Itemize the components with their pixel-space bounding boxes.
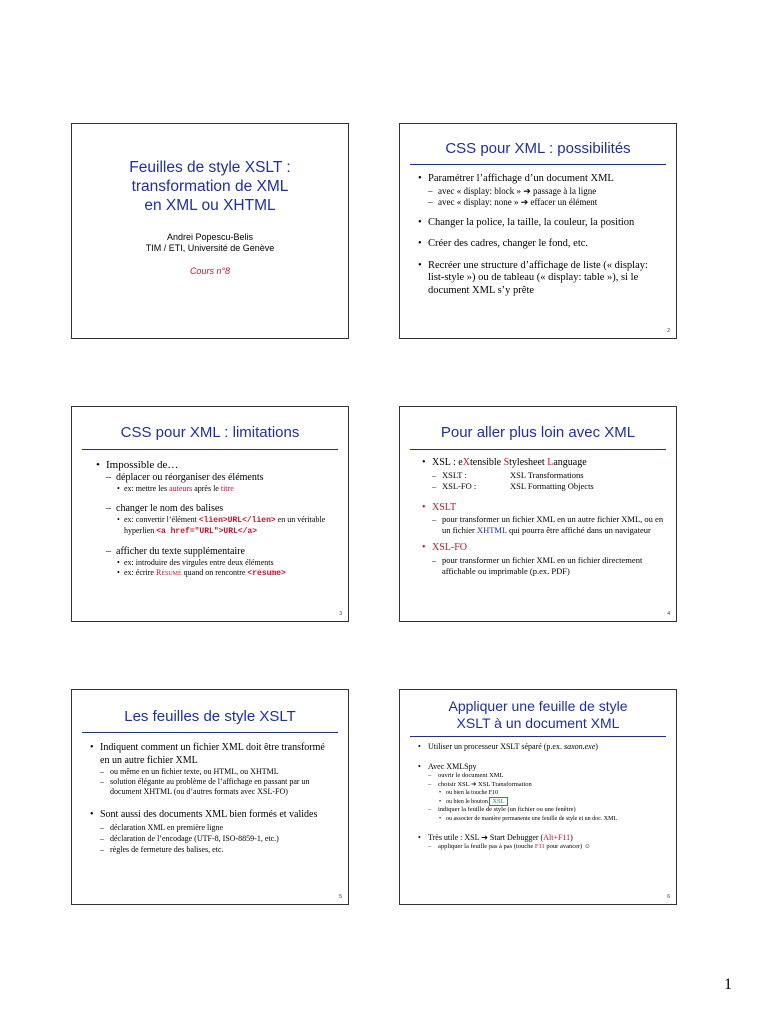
sub-bullet: – indiquer la feuille de style (un fichier ou une fenêtre) (418, 806, 668, 815)
text: qui pourra être affiché dans un navigateur (506, 525, 651, 535)
sub-bullet: – choisir XSL ➔ XSL Transformation (418, 781, 668, 790)
bullet: • Recréer une structure d’affichage de liste (« display: list-style ») ou de tableau (« display: table »), si le document XML s’y prête (418, 260, 662, 298)
slide-4 (399, 406, 677, 622)
sub-bullet: – avec « display: none » ➔ effacer un élément (418, 197, 662, 208)
sub-sub-bullet: • ou bien la touche F10 (418, 789, 668, 797)
title-rule (82, 449, 338, 450)
sub-bullet (418, 843, 668, 852)
text: Utiliser un processeur XSLT séparé (p.ex. (428, 742, 564, 751)
affiliation: TIM / ETI, Université de Genève (145, 243, 275, 253)
slide-3 (71, 406, 349, 622)
text: ex: écrire (124, 567, 156, 577)
sub-sub-bullet (96, 568, 338, 579)
title-line: en XML ou XHTML (144, 197, 276, 214)
slide-5-title: Les feuilles de style XSLT (124, 708, 296, 725)
xsl-button-icon: XSL (489, 797, 507, 806)
sub-bullet: – règles de fermeture des balises, etc. (90, 844, 336, 855)
text-red: F11 (534, 842, 545, 850)
text: XSL : e (432, 457, 463, 468)
title-line: XSLT à un document XML (456, 715, 620, 731)
code: <resume> (247, 568, 286, 578)
sub-bullet: – solution élégante au problème de l’affichage en passant par un document XHTML (ou d’autres formats avec XSL-FO) (90, 777, 336, 797)
value: XSL Formatting Objects (510, 480, 594, 491)
sub-bullet: – ou même en un fichier texte, ou HTML, ou XHTML (90, 767, 336, 777)
text: anguage (553, 457, 587, 468)
sub-bullet: – déclaration XML en première ligne (90, 822, 336, 833)
title-rule (410, 736, 666, 737)
bullet: • Indiquent comment un fichier XML doit être transformé en un autre fichier XML (90, 742, 336, 767)
text: tensible (469, 457, 504, 468)
slide-6 (399, 689, 677, 905)
slide-1 (71, 123, 349, 339)
sub-bullet: – déplacer ou réorganiser des éléments (96, 472, 338, 484)
label: XSLT : (442, 469, 467, 480)
slide-number: 6 (667, 894, 670, 900)
text: ex: convertir l’élément (124, 515, 199, 524)
sub-sub-bullet: • ou associer de manière permanente une feuille de style et un doc. XML (418, 815, 668, 823)
slide-number: 3 (339, 611, 342, 617)
text: Très utile : XSL ➔ Start Debugger ( (428, 832, 544, 842)
text-blue: XHTML (476, 525, 507, 535)
text-italic: saxon.exe (563, 742, 596, 751)
text: pour transformer un fichier XML en un autre fichier XML, ou en un fichier (442, 514, 664, 535)
page-number: 1 (724, 976, 732, 993)
slide-number: 2 (667, 328, 670, 334)
bullet (418, 833, 668, 843)
sub-bullet: – afficher du texte supplémentaire (96, 546, 338, 558)
text-red: L (547, 457, 554, 468)
text: appliquer la feuille pas à pas (touche (438, 842, 535, 850)
text: ou bien le bouton (446, 799, 490, 805)
slide-number: 5 (339, 894, 342, 900)
sub-bullet (422, 514, 666, 536)
text: après le (192, 483, 221, 493)
title-line: Appliquer une feuille de style (448, 698, 628, 714)
sub-sub-bullet (96, 515, 338, 536)
bullet (422, 457, 666, 470)
bullet: • XSLT (422, 502, 666, 515)
bullet: • Paramétrer l’affichage d’un document XML (418, 173, 662, 186)
text: pour avancer) ☺ (544, 842, 591, 850)
slide-2-title: CSS pour XML : possibilités (445, 140, 631, 157)
sub-bullet: – pour transformer un fichier XML en un fichier directement affichable ou imprimable (p.ex. PDF) (422, 555, 666, 577)
text: en un véritable hyperlien (124, 515, 326, 535)
sub-bullet (422, 470, 666, 481)
title-rule (82, 732, 338, 733)
slide-6-title (400, 698, 676, 732)
bullet: • Sont aussi des documents XML bien formés et valides (90, 809, 336, 822)
text-red: titre (220, 483, 234, 493)
slide-5 (71, 689, 349, 905)
bullet: • Impossible de… (96, 459, 338, 472)
sub-sub-bullet (96, 484, 338, 494)
title-line: transformation de XML (131, 178, 289, 195)
slide-4-title: Pour aller plus loin avec XML (440, 424, 636, 441)
slide-3-title: CSS pour XML : limitations (120, 424, 300, 441)
slide-1-title (72, 158, 348, 215)
text: ex: mettre les (124, 483, 170, 493)
title-line: Feuilles de style XSLT : (129, 159, 291, 176)
bullet: • XSL-FO (422, 542, 666, 555)
text: quand on rencontre (181, 567, 248, 577)
label: XSL-FO : (442, 480, 477, 491)
author: Andrei Popescu-Belis (166, 232, 254, 242)
title-rule (410, 164, 666, 165)
bullet: • Changer la police, la taille, la couleur, la position (418, 217, 662, 230)
slide-2 (399, 123, 677, 339)
slide-number: 4 (667, 611, 670, 617)
text-red: S (503, 457, 510, 468)
sub-sub-bullet: • ex: introduire des virgules entre deux éléments (96, 558, 338, 568)
bullet (418, 742, 668, 752)
text-red: Alt+F11 (543, 832, 571, 842)
sub-bullet: – avec « display: block » ➔ passage à la ligne (418, 186, 662, 197)
value: XSL Transformations (510, 469, 584, 480)
course-number: Cours n°8 (189, 266, 231, 276)
sub-bullet: – déclaration de l’encodage (UTF-8, ISO-8859-1, etc.) (90, 833, 336, 844)
code: <lien>URL</lien> (198, 516, 276, 525)
sub-bullet: – changer le nom des balises (96, 503, 338, 515)
bullet: • Créer des cadres, changer le fond, etc. (418, 238, 662, 251)
text-red: X (462, 457, 470, 468)
text: ) (570, 832, 573, 842)
text-red: Résumé (155, 567, 182, 577)
text: tylesheet (509, 457, 548, 468)
text: ) (595, 742, 598, 751)
title-rule (410, 449, 666, 450)
sub-sub-bullet (418, 798, 668, 806)
text-red: auteurs (169, 483, 193, 493)
sub-bullet (422, 481, 666, 492)
sub-bullet: – ouvrir le document XML (418, 772, 668, 781)
bullet: • Avec XMLSpy (418, 762, 668, 772)
code: <a href="URL">URL</a> (156, 526, 258, 536)
